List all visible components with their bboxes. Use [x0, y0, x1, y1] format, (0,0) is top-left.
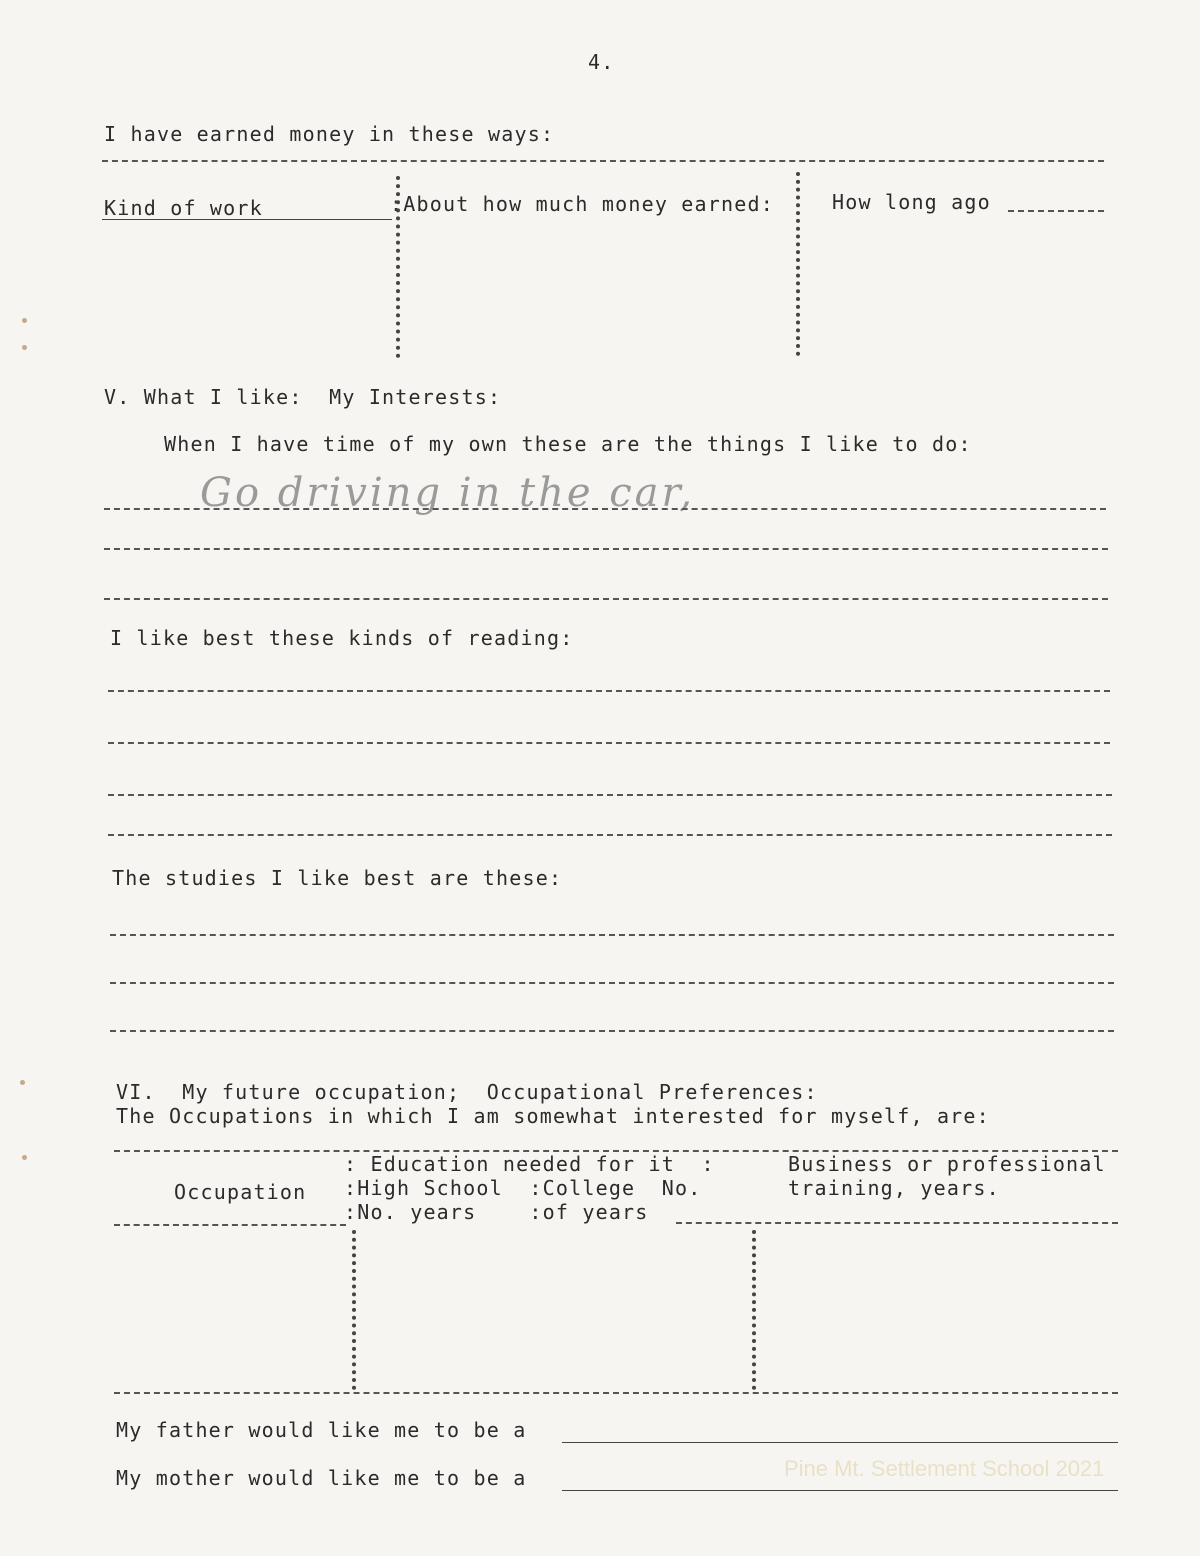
- answer-line: [108, 690, 1110, 692]
- answer-line: [110, 934, 1114, 936]
- section-vi-heading: VI. My future occupation; Occupational Preferences:: [116, 1080, 818, 1104]
- free-time-answer: Go driving in the car,: [200, 470, 695, 516]
- earned-col-kind: Kind of work: [104, 196, 263, 220]
- answer-line: [104, 598, 1108, 600]
- answer-line: [110, 1030, 1114, 1032]
- occupation-col-occupation: Occupation: [174, 1180, 307, 1204]
- occupation-divider-2: [752, 1230, 756, 1390]
- reading-prompt: I like best these kinds of reading:: [110, 626, 574, 650]
- occupation-col-business-1: Business or professional: [788, 1152, 1106, 1176]
- paper-speck: [22, 318, 27, 323]
- occupation-col-education-1: : Education needed for it :: [344, 1152, 715, 1176]
- answer-line: [108, 794, 1112, 796]
- answer-line: [104, 548, 1108, 550]
- section-v-heading: V. What I like: My Interests:: [104, 385, 502, 409]
- occupation-col-education-2: :High School :College No.: [344, 1176, 702, 1200]
- occupation-header-rule: [114, 1224, 346, 1226]
- earned-divider-1: [396, 176, 400, 358]
- answer-line: [108, 742, 1110, 744]
- answer-line: [108, 834, 1112, 836]
- father-answer-line[interactable]: [562, 1442, 1118, 1443]
- earned-col-amount: :About how much money earned:: [390, 192, 774, 216]
- occupation-col-education-3: :No. years :of years: [344, 1200, 649, 1224]
- occupation-header-rule-right: [676, 1222, 1118, 1224]
- earned-header-rule-right: [1008, 210, 1104, 212]
- answer-line: [104, 508, 1106, 510]
- studies-prompt: The studies I like best are these:: [112, 866, 563, 890]
- paper-speck: [20, 1080, 25, 1085]
- answer-line: [110, 982, 1114, 984]
- earned-heading: I have earned money in these ways:: [104, 122, 555, 146]
- mother-answer-line[interactable]: [562, 1490, 1118, 1491]
- paper-speck: [22, 345, 27, 350]
- occupation-divider-1: [352, 1230, 356, 1390]
- free-time-prompt: When I have time of my own these are the things I like to do:: [164, 432, 972, 456]
- mother-prompt: My mother would like me to be a: [116, 1466, 527, 1490]
- earned-col-when: How long ago: [832, 190, 991, 214]
- earned-header-rule: [102, 219, 392, 220]
- page-number: 4.: [588, 50, 615, 74]
- father-prompt: My father would like me to be a: [116, 1418, 527, 1442]
- earned-top-rule: [102, 160, 1104, 162]
- section-vi-subheading: The Occupations in which I am somewhat interested for myself, are:: [116, 1104, 990, 1128]
- watermark: Pine Mt. Settlement School 2021: [784, 1456, 1105, 1481]
- paper-speck: [22, 1155, 27, 1160]
- occupation-bottom-rule: [114, 1392, 1118, 1394]
- occupation-col-business-2: training, years.: [788, 1176, 1000, 1200]
- earned-divider-2: [796, 172, 800, 356]
